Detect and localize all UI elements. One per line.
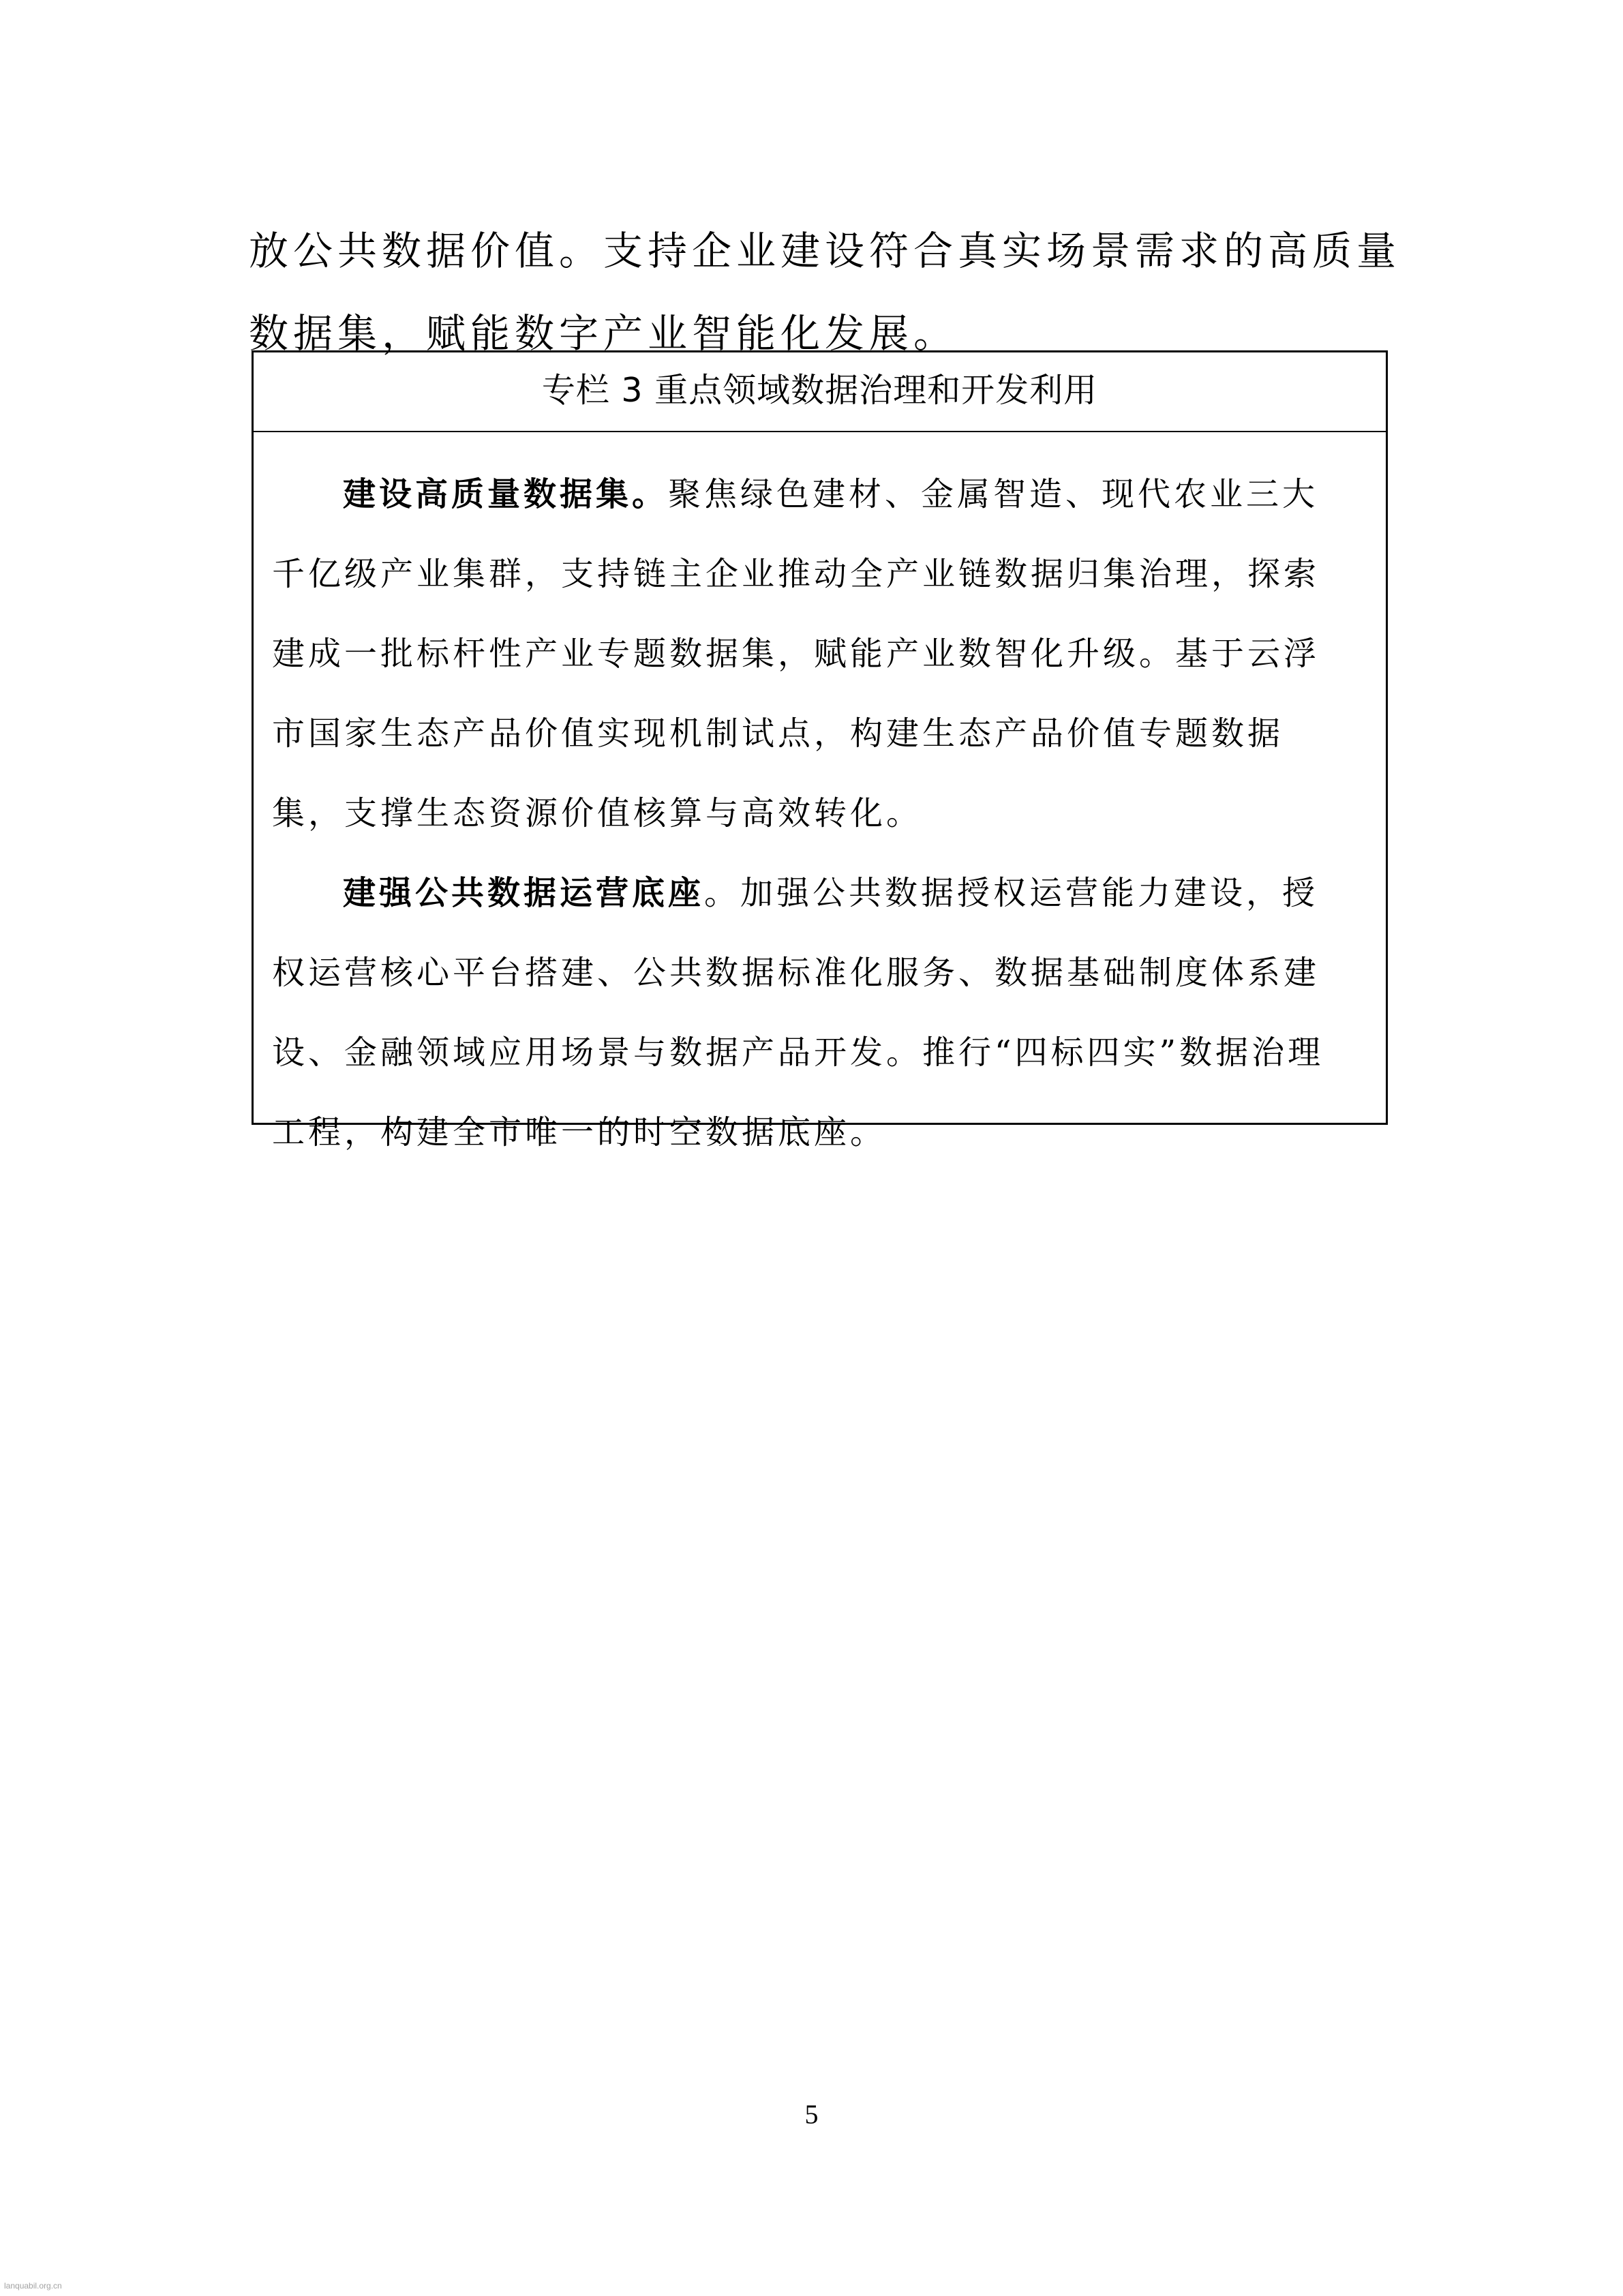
- box-paragraph: [272, 455, 1369, 854]
- intro-line: 数据集，赋能数字产业智能化发展。: [249, 310, 958, 357]
- paragraph-line: 集，支撑生态资源价值核算与高效转化。: [272, 794, 923, 832]
- intro-line: 放公共数据价值。支持企业建设符合真实场景需求的高质量: [249, 228, 1401, 274]
- watermark: lanquabil.org.cn: [4, 2281, 62, 2291]
- paragraph-lead: 建强公共数据运营底座: [343, 874, 705, 912]
- paragraph-line: 工程，构建全市唯一的时空数据底座。: [272, 1113, 887, 1151]
- paragraph-text: 聚焦绿色建材、金属智造、现代农业三大: [668, 475, 1319, 513]
- paragraph-line: 设、金融领域应用场景与数据产品开发。推行“四标四实”数据治理: [272, 1033, 1324, 1072]
- paragraph-line: 千亿级产业集群，支持链主企业推动全产业链数据归集治理，探索: [272, 555, 1320, 593]
- feature-box-body: [272, 455, 1369, 1173]
- paragraph-line: 市国家生态产品价值实现机制试点，构建生态产品价值专题数据: [272, 714, 1284, 753]
- box-paragraph: [272, 854, 1369, 1173]
- page-number: 5: [804, 2099, 819, 2130]
- paragraph-line: 权运营核心平台搭建、公共数据标准化服务、数据基础制度体系建: [272, 954, 1320, 992]
- paragraph-first-line: [272, 455, 1369, 534]
- feature-box: [252, 350, 1388, 1151]
- paragraph-first-line: [272, 854, 1369, 933]
- paragraph-text: 。加强公共数据授权运营能力建设，授: [704, 874, 1319, 912]
- paragraph-lead: 建设高质量数据集。: [343, 475, 669, 513]
- paragraph-line: 建成一批标杆性产业专题数据集，赋能产业数智化升级。基于云浮: [272, 635, 1320, 673]
- feature-box-title: 专栏 3 重点领域数据治理和开发利用: [254, 352, 1386, 432]
